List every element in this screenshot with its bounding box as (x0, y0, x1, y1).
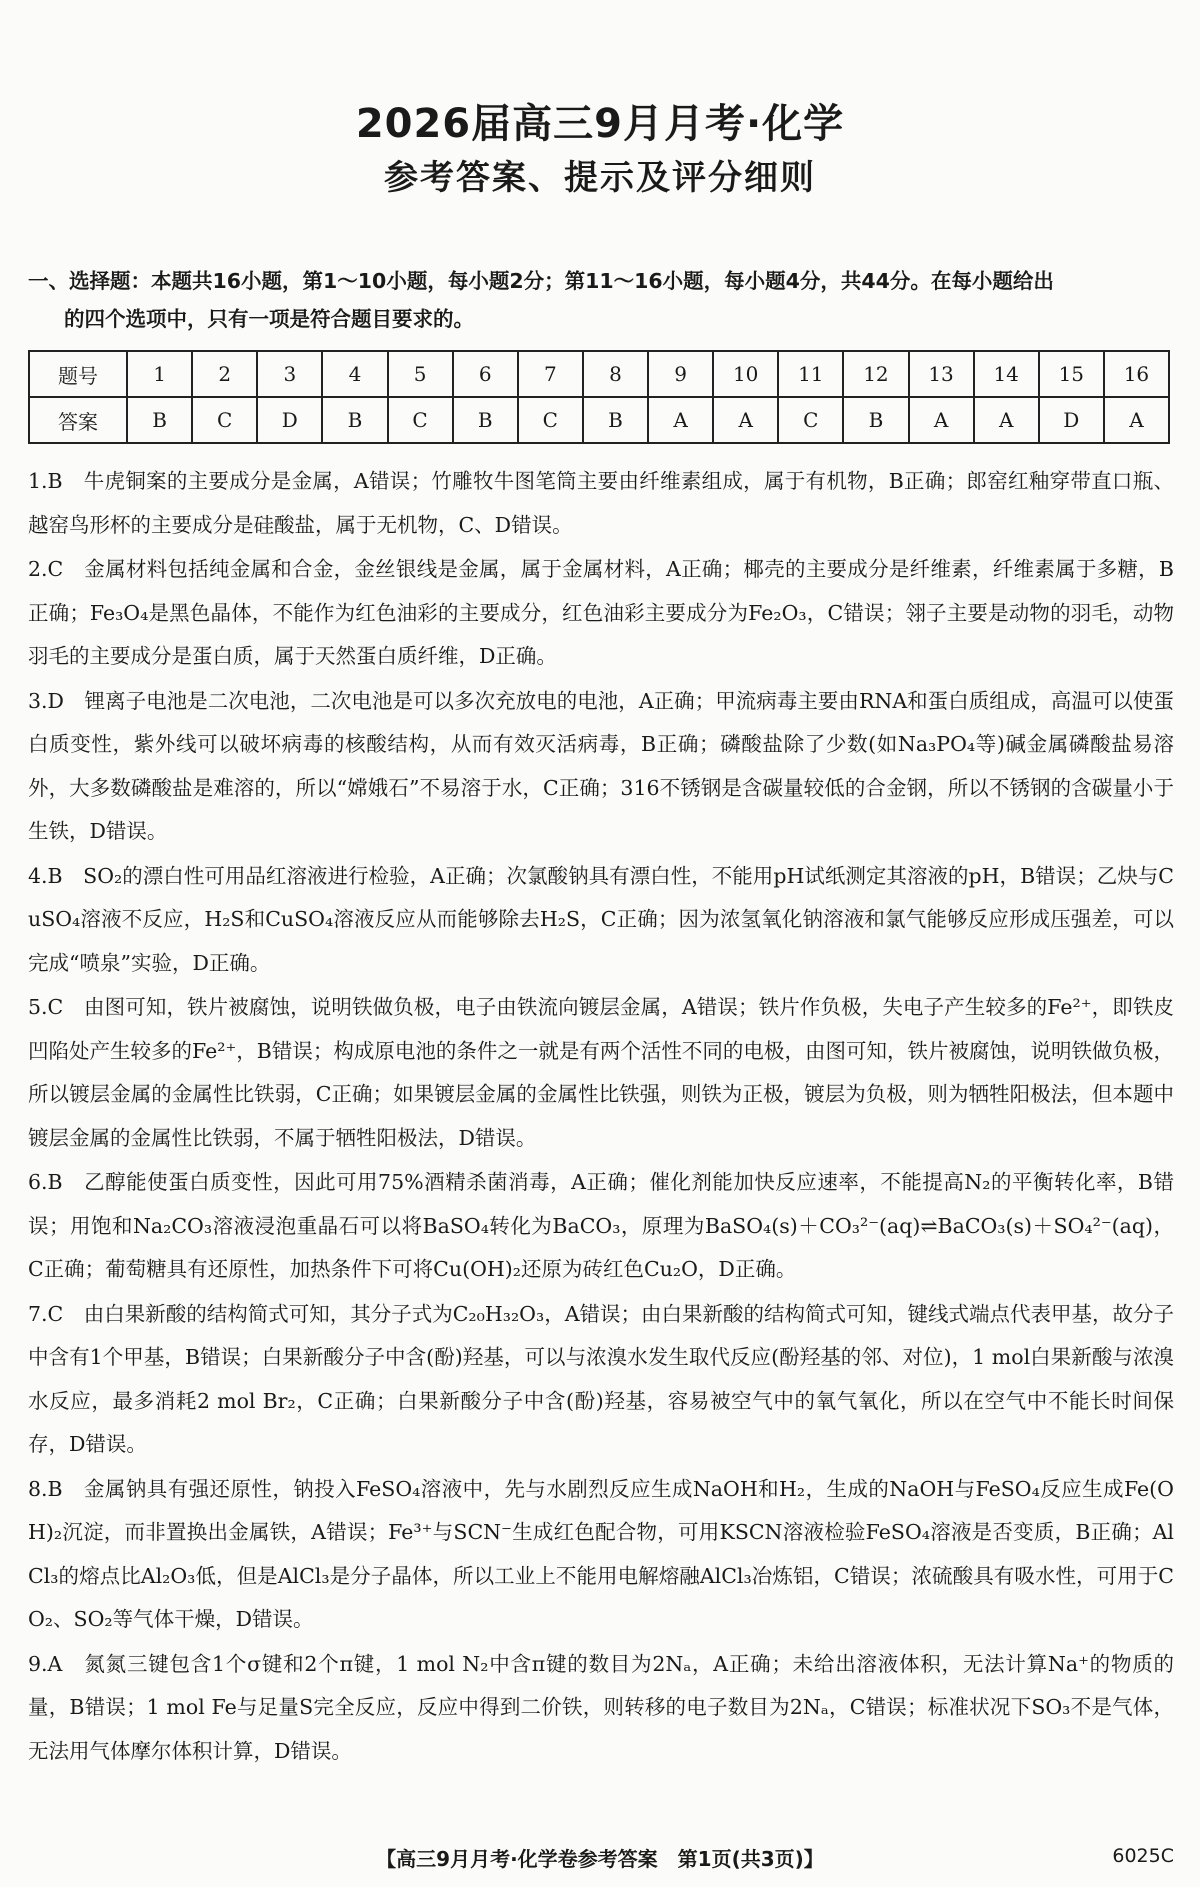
page-subtitle: 参考答案、提示及评分细则 (384, 158, 816, 198)
section-heading-line2: 的四个选项中，只有一项是符合题目要求的。 (64, 307, 474, 331)
document-code: 6025C (1112, 1845, 1174, 1867)
answer-cell: B (127, 397, 192, 443)
explanation-item: 7.C 由白果新酸的结构简式可知，其分子式为C₂₀H₃₂O₃，A错误；由白果新酸的结构简式可知，键线式端点代表甲基，故分子中含有1个甲基，B错误；白果新酸分子中含(酚)羟基，可以与浓溴水发生取代反应(酚羟基的邻、对位)，1 mol白果新酸与浓溴水反应，最多消耗2 mol Br₂，C正确；白果新酸分子中含(酚)羟基，容易被空气中的氧气氧化，所以在空气中不能长时间保存，D错误。 (28, 1301, 1175, 1456)
section-heading (28, 262, 1178, 338)
answer-cell: C (518, 397, 583, 443)
answer-cell: B (843, 397, 908, 443)
question-number: 11 (778, 351, 843, 397)
question-number: 4 (322, 351, 387, 397)
answer-cell: D (1039, 397, 1104, 443)
explanation-item: 9.A 氮氮三键包含1个σ键和2个π键，1 mol N₂中含π键的数目为2Nₐ，A正确；未给出溶液体积，无法计算Na⁺的物质的量，B错误；1 mol Fe与足量S完全反应，反应中得到二价铁，则转移的电子数目为2Nₐ，C错误；标准状况下SO₃不是气体，无法用气体摩尔体积计算，D错误。 (28, 1651, 1174, 1763)
row-label-question: 题号 (29, 351, 127, 397)
explanation-item: 3.D 锂离子电池是二次电池，二次电池是可以多次充放电的电池，A正确；甲流病毒主要由RNA和蛋白质组成，高温可以使蛋白质变性，紫外线可以破坏病毒的核酸结构，从而有效灭活病毒，B正确；磷酸盐除了少数(如Na₃PO₄等)碱金属磷酸盐易溶外，大多数磷酸盐是难溶的，所以“嫦娥石”不易溶于水，C正确；316不锈钢是含碳量较低的合金钢，所以不锈钢的含碳量小于生铁，D错误。 (28, 688, 1174, 843)
answer-cell: C (192, 397, 257, 443)
answer-cell: A (713, 397, 778, 443)
answer-cell: A (1104, 397, 1169, 443)
question-number: 9 (648, 351, 713, 397)
explanation-item: 1.B 牛虎铜案的主要成分是金属，A错误；竹雕牧牛图笔筒主要由纤维素组成，属于有机物，B正确；郎窑红釉穿带直口瓶、越窑鸟形杯的主要成分是硅酸盐，属于无机物，C、D错误。 (28, 469, 1174, 537)
question-number: 7 (518, 351, 583, 397)
question-number: 6 (453, 351, 518, 397)
question-number: 10 (713, 351, 778, 397)
answer-table (28, 350, 1170, 444)
question-number: 14 (974, 351, 1039, 397)
answer-cell: B (453, 397, 518, 443)
section-heading-line1: 一、选择题：本题共16小题，第1～10小题，每小题2分；第11～16小题，每小题4分，共44分。在每小题给出 (28, 269, 1054, 293)
answer-cell: B (583, 397, 648, 443)
page-footer: 【高三9月月考·化学卷参考答案 第1页(共3页)】 (376, 1847, 824, 1871)
question-number: 15 (1039, 351, 1104, 397)
answer-cell: C (778, 397, 843, 443)
question-number: 3 (257, 351, 322, 397)
answer-cell: C (388, 397, 453, 443)
explanation-item: 2.C 金属材料包括纯金属和合金，金丝银线是金属，属于金属材料，A正确；椰壳的主要成分是纤维素，纤维素属于多糖，B正确；Fe₃O₄是黑色晶体，不能作为红色油彩的主要成分，红色油彩主要成分为Fe₂O₃，C错误；翎子主要是动物的羽毛，动物羽毛的主要成分是蛋白质，属于天然蛋白质纤维，D正确。 (28, 557, 1174, 668)
explanation-item: 6.B 乙醇能使蛋白质变性，因此可用75%酒精杀菌消毒，A正确；催化剂能加快反应速率，不能提高N₂的平衡转化率，B错误；用饱和Na₂CO₃溶液浸泡重晶石可以将BaSO₄转化为BaCO₃，原理为BaSO₄(s)＋CO₃²⁻(aq)⇌BaCO₃(s)＋SO₄²⁻(aq)，C正确；葡萄糖具有还原性，加热条件下可将Cu(OH)₂还原为砖红色Cu₂O，D正确。 (28, 1170, 1174, 1281)
explanation-item: 5.C 由图可知，铁片被腐蚀，说明铁做负极，电子由铁流向镀层金属，A错误；铁片作负极，失电子产生较多的Fe²⁺，即铁皮凹陷处产生较多的Fe²⁺，B错误；构成原电池的条件之一就是有两个活性不同的电极，由图可知，铁片被腐蚀，说明铁做负极，所以镀层金属的金属性比铁弱，C正确；如果镀层金属的金属性比铁强，则铁为正极，镀层为负极，则为牺牲阳极法，但本题中镀层金属的金属性比铁弱，不属于牺牲阳极法，D错误。 (28, 995, 1174, 1150)
answer-explanations (28, 460, 1174, 1773)
answer-row (29, 397, 1169, 443)
answer-cell: A (648, 397, 713, 443)
answer-cell: B (322, 397, 387, 443)
row-label-answer: 答案 (29, 397, 127, 443)
page-title: 2026届高三9月月考·化学 (355, 101, 845, 147)
question-number: 5 (388, 351, 453, 397)
answer-cell: A (974, 397, 1039, 443)
answer-cell: D (257, 397, 322, 443)
question-number: 8 (583, 351, 648, 397)
question-number: 12 (843, 351, 908, 397)
question-number: 2 (192, 351, 257, 397)
question-number: 16 (1104, 351, 1169, 397)
answer-cell: A (909, 397, 974, 443)
question-number: 13 (909, 351, 974, 397)
explanation-item: 4.B SO₂的漂白性可用品红溶液进行检验，A正确；次氯酸钠具有漂白性，不能用pH试纸测定其溶液的pH，B错误；乙炔与CuSO₄溶液不反应，H₂S和CuSO₄溶液反应从而能够除去H₂S，C正确；因为浓氢氧化钠溶液和氯气能够反应形成压强差，可以完成“喷泉”实验，D正确。 (28, 863, 1174, 975)
question-number: 1 (127, 351, 192, 397)
explanation-item: 8.B 金属钠具有强还原性，钠投入FeSO₄溶液中，先与水剧烈反应生成NaOH和H₂，生成的NaOH与FeSO₄反应生成Fe(OH)₂沉淀，而非置换出金属铁，A错误；Fe³⁺与SCN⁻生成红色配合物，可用KSCN溶液检验FeSO₄溶液是否变质，B正确；AlCl₃的熔点比Al₂O₃低，但是AlCl₃是分子晶体，所以工业上不能用电解熔融AlCl₃冶炼铝，C错误；浓硫酸具有吸水性，可用于CO₂、SO₂等气体干燥，D错误。 (28, 1476, 1174, 1631)
question-number-row (29, 351, 1169, 397)
